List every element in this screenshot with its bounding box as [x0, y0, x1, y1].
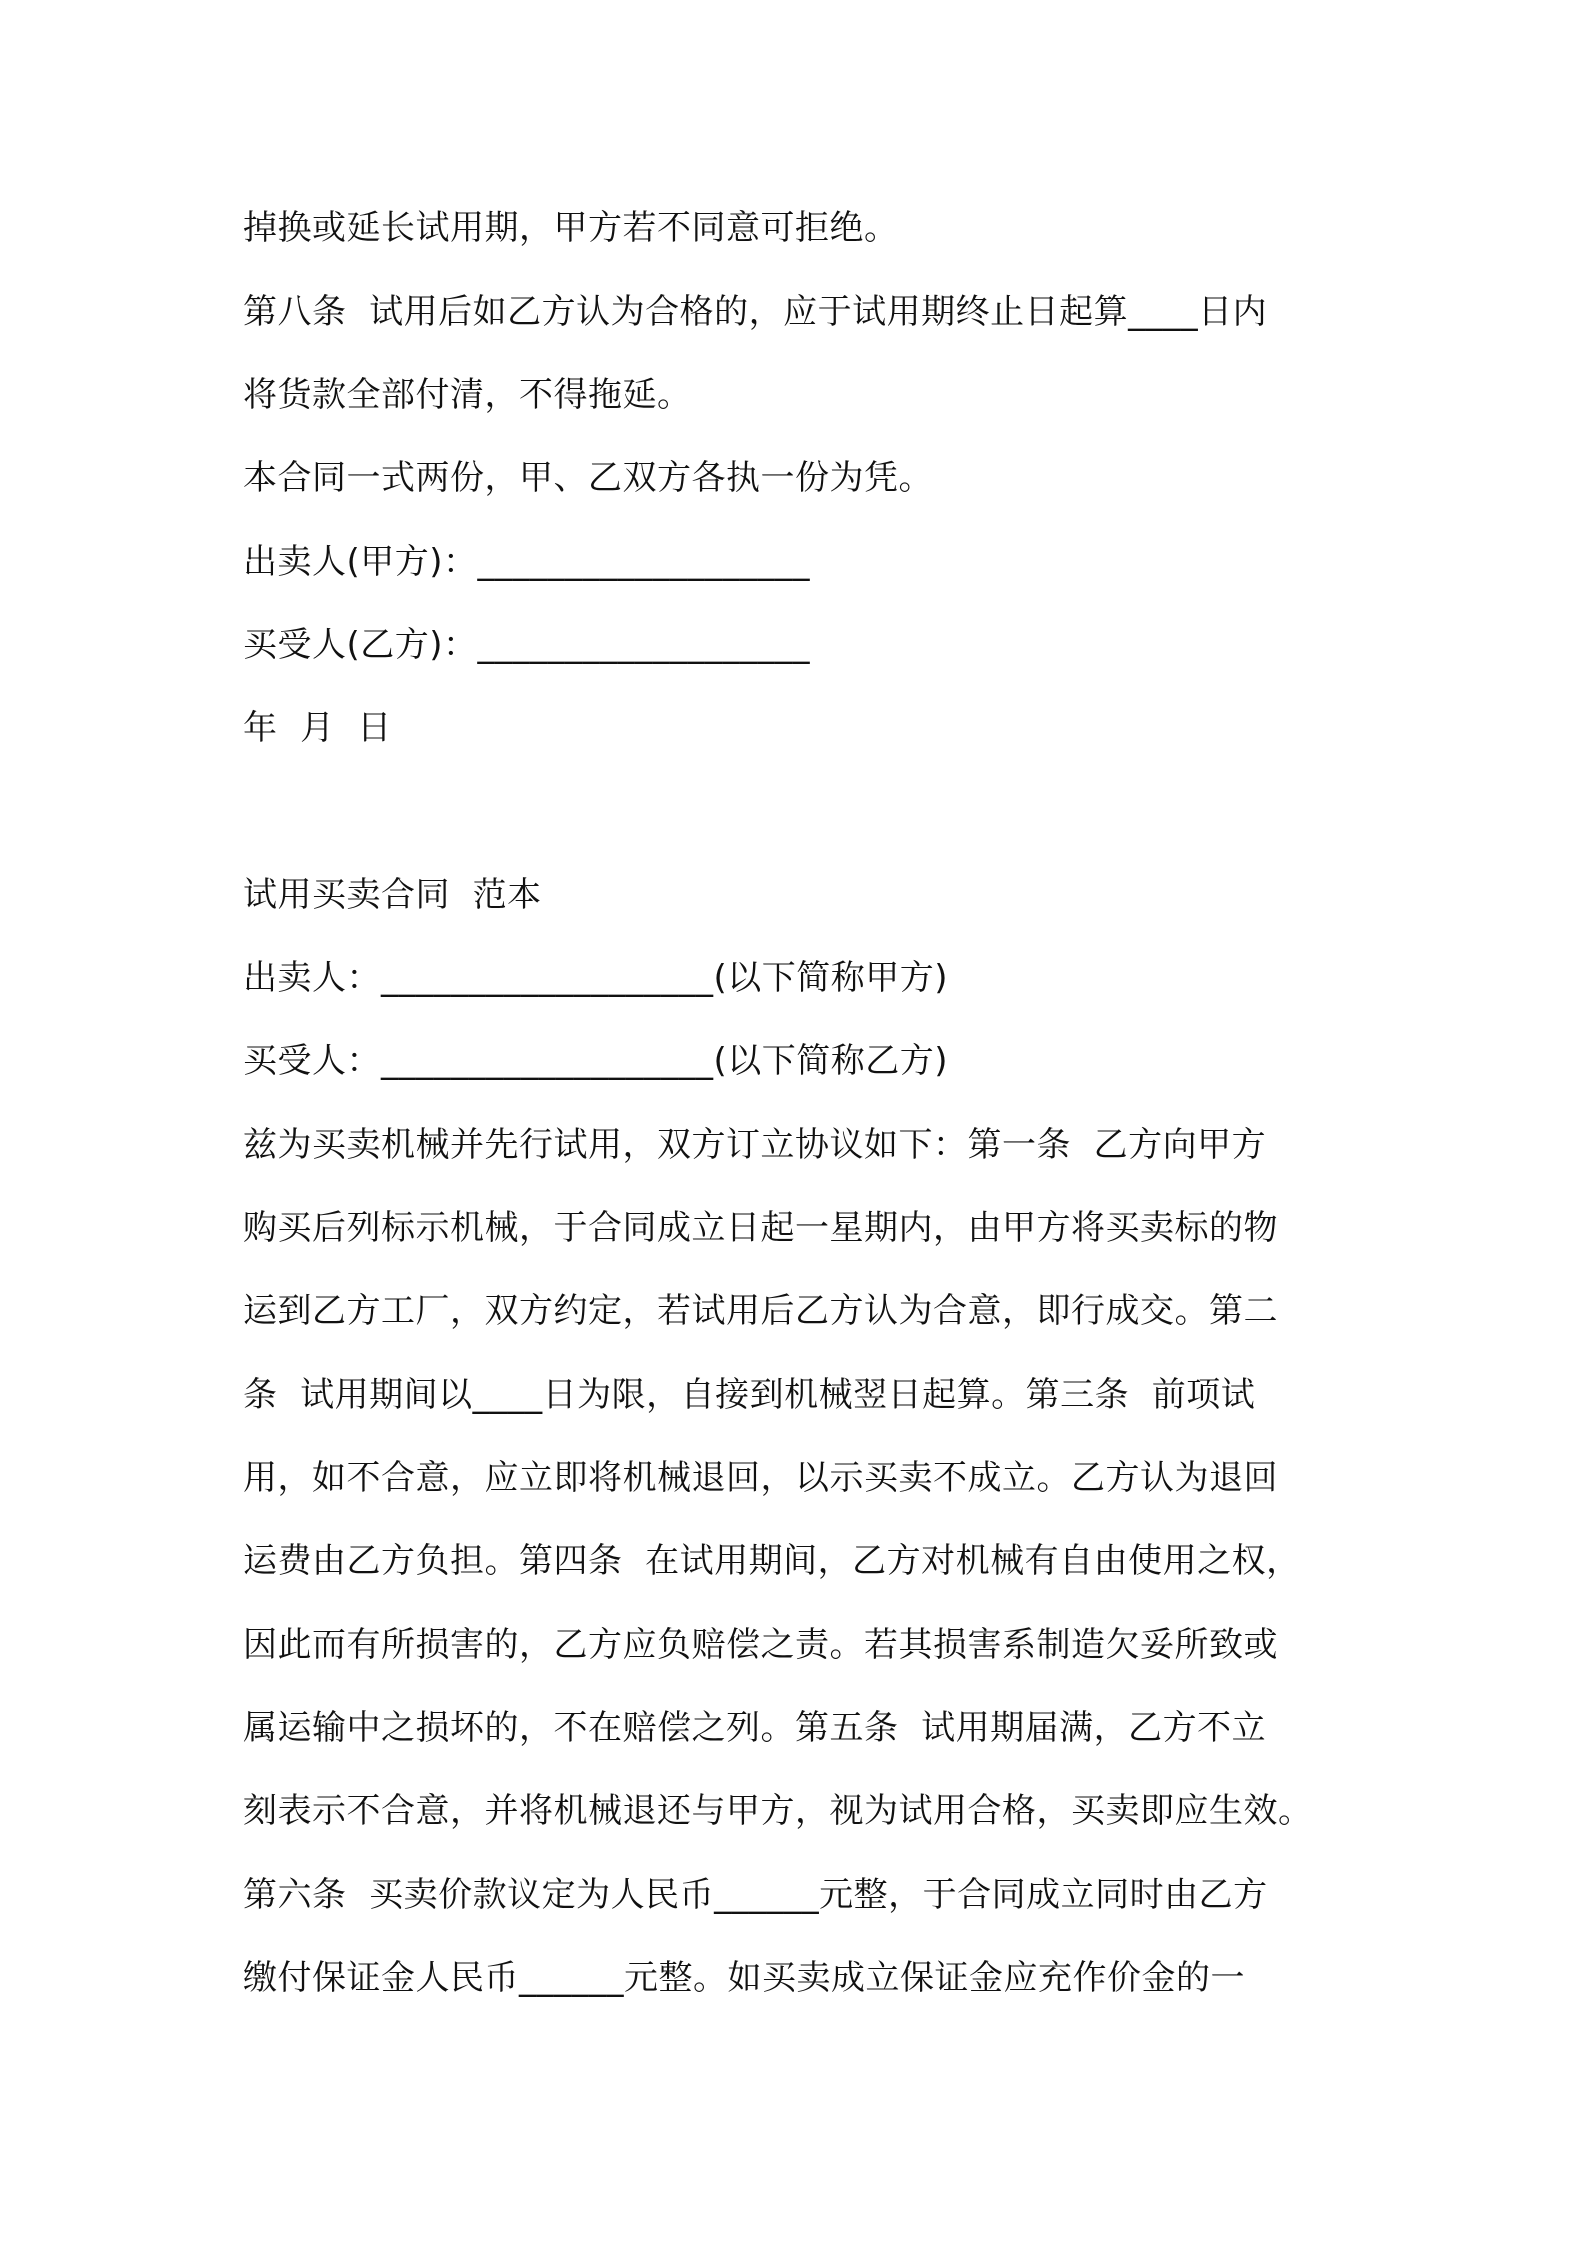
text-line-17: 因此而有所损害的，乙方应负赔偿之责。若其损害系制造欠妥所致或	[243, 1625, 1278, 1665]
seller-line: 出卖人：___________________(以下简称甲方)	[243, 958, 949, 998]
contract-title: 试用买卖合同 范本	[243, 875, 542, 915]
text-line-12: 购买后列标示机械，于合同成立日起一星期内，由甲方将买卖标的物	[243, 1208, 1278, 1248]
text-line-4: 本合同一式两份，甲、乙双方各执一份为凭。	[243, 458, 933, 498]
date-line: 年 月 日	[243, 708, 392, 748]
text-line-1: 掉换或延长试用期，甲方若不同意可拒绝。	[243, 208, 899, 248]
text-line-19: 刻表示不合意，并将机械退还与甲方，视为试用合格，买卖即应生效。	[243, 1791, 1313, 1831]
text-line-16: 运费由乙方负担。第四条 在试用期间，乙方对机械有自由使用之权，	[243, 1541, 1301, 1581]
text-line-21: 缴付保证金人民币______元整。如买卖成立保证金应充作价金的一	[243, 1958, 1245, 1998]
text-line-13: 运到乙方工厂，双方约定，若试用后乙方认为合意，即行成交。第二	[243, 1291, 1278, 1331]
text-line-3: 将货款全部付清，不得拖延。	[243, 375, 692, 415]
text-line-18: 属运输中之损坏的，不在赔偿之列。第五条 试用期届满，乙方不立	[243, 1708, 1267, 1748]
buyer-line: 买受人：___________________(以下简称乙方)	[243, 1041, 949, 1081]
text-line-14: 条 试用期间以____日为限，自接到机械翌日起算。第三条 前项试	[243, 1375, 1256, 1415]
text-line-15: 用，如不合意，应立即将机械退回，以示买卖不成立。乙方认为退回	[243, 1458, 1278, 1498]
buyer-signature-line: 买受人(乙方)：___________________	[243, 625, 811, 665]
text-line-20: 第六条 买卖价款议定为人民币______元整，于合同成立同时由乙方	[243, 1875, 1268, 1915]
text-line-2: 第八条 试用后如乙方认为合格的，应于试用期终止日起算____日内	[243, 292, 1268, 332]
text-line-11: 兹为买卖机械并先行试用，双方订立协议如下：第一条 乙方向甲方	[243, 1125, 1267, 1165]
seller-signature-line: 出卖人(甲方)：___________________	[243, 542, 811, 582]
